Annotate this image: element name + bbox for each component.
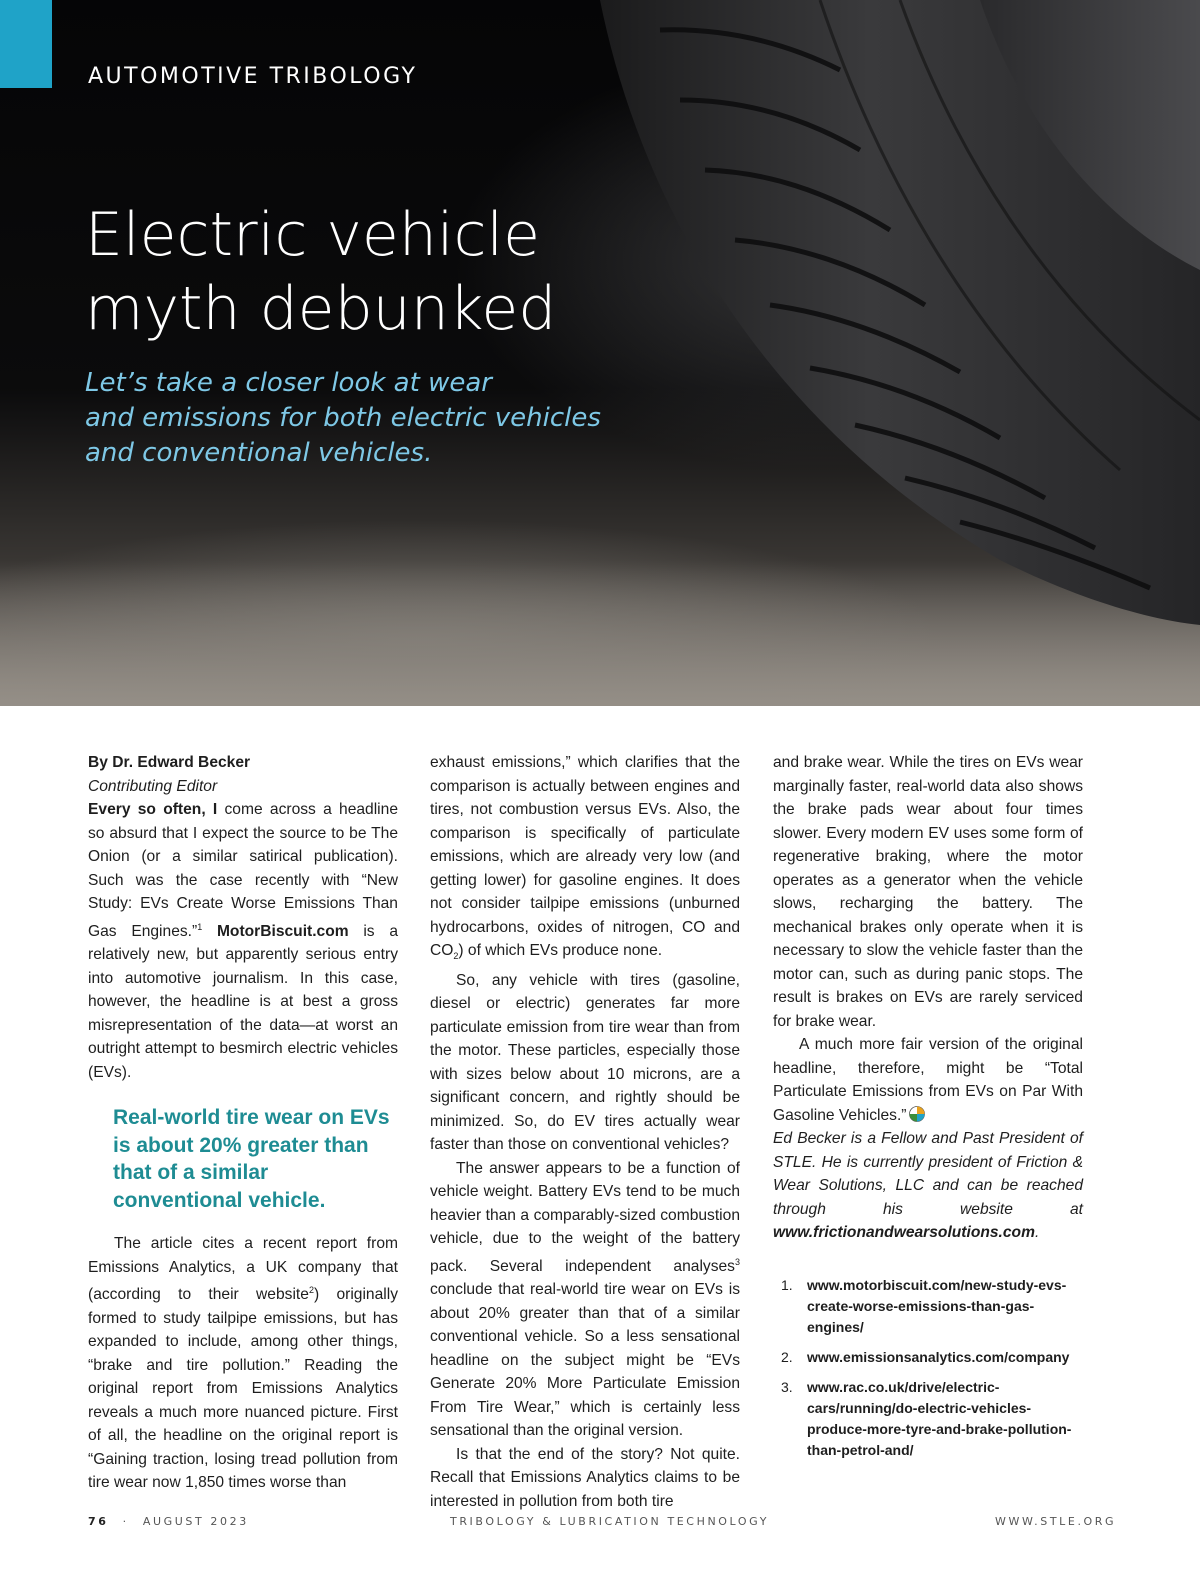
issue-date: AUGUST 2023: [142, 1515, 249, 1528]
reference-item: [773, 1377, 1083, 1461]
reference-number: 1.: [781, 1276, 793, 1293]
section-label: AUTOMOTIVE TRIBOLOGY: [88, 64, 418, 89]
column-2: [430, 751, 740, 1513]
text-run: Ed Becker is a Fellow and Past President of STLE. He is currently president of Friction & Wear Solutions, LLC and can be reached through his website at: [773, 1130, 1083, 1218]
text-run: come across a headline so absurd that I expect the source to be The Onion (or a similar satirical publication). Such was the case recently with “New Study: EVs Create Worse Emissions Than Gas Engines.”: [88, 801, 398, 940]
subscript: 2: [453, 951, 459, 962]
publication-name: TRIBOLOGY & LUBRICATION TECHNOLOGY: [450, 1515, 770, 1528]
footnote-ref: 2: [308, 1285, 314, 1296]
reference-link[interactable]: www.motorbiscuit.com/new-study-evs-create-worse-emissions-than-gas-engines/: [807, 1276, 1067, 1335]
author-bio: [773, 1127, 1083, 1245]
text-run: exhaust emissions,” which clarifies that the comparison is actually between engines and tires, not combustion versus EVs. Also, the comparison is specifically of particulate emissions, which are already very low (and getting lower) for gasoline engines. It does not consider tailpipe emissions (unburned hydrocarbons, oxides of nitrogen, CO and CO: [430, 754, 740, 959]
hero-image: [0, 0, 1200, 706]
page-footer: [0, 1515, 1200, 1535]
author-website-link[interactable]: www.frictionandwearsolutions.com: [773, 1224, 1035, 1241]
text-run: conclude that real-world tire wear on EVs is about 20% greater than that of a similar conventional vehicle. So a less sensational headline on the subject might be “EVs Generate 20% More Particulate Emission From Tire Wear,” which is certainly less sensational than the original version.: [430, 1281, 740, 1440]
byline-name: By Dr. Edward Becker: [88, 754, 251, 771]
paragraph: and brake wear. While the tires on EVs wear marginally faster, real-world data also shows the brake pads wear about four times slower. Every modern EV uses some form of regenerative braking, where the motor operates as a generator when the vehicle slows, recharging the battery. The mechanical brakes only operate when it is necessary to slow the vehicle faster than the motor can, such as during panic stops. The result is brakes on EVs are rarely serviced for brake wear.: [773, 754, 1083, 1030]
title-line: myth debunked: [85, 274, 557, 344]
reference-link[interactable]: www.emissionsanalytics.com/company: [807, 1348, 1070, 1365]
page-number: 76: [88, 1515, 109, 1528]
footer-separator: ·: [122, 1515, 129, 1528]
deck-line: and conventional vehicles.: [85, 438, 433, 468]
tire-photo: [0, 0, 1200, 706]
text-run: .: [1034, 1224, 1040, 1241]
reference-item: [773, 1275, 1083, 1338]
text-run: ) of which EVs produce none.: [458, 942, 663, 959]
paragraph: [430, 751, 740, 969]
byline-role: Contributing Editor: [88, 777, 218, 795]
accent-block: [0, 0, 52, 88]
paragraph: [88, 798, 398, 1084]
publisher-website[interactable]: WWW.STLE.ORG: [995, 1515, 1117, 1528]
footnote-ref: 1: [197, 921, 203, 932]
footnote-ref: 3: [734, 1256, 740, 1267]
pull-quote: Real-world tire wear on EVs is about 20% greater than that of a similar conventional vehicle.: [113, 1106, 390, 1212]
reference-link[interactable]: www.rac.co.uk/drive/electric-cars/running/do-electric-vehicles-produce-more-tyre-and-brake-pollution-than-petrol-and/: [807, 1378, 1072, 1458]
paragraph: [773, 1033, 1083, 1127]
column-3: [773, 751, 1083, 1470]
title-line: Electric vehicle: [85, 200, 541, 270]
deck-line: Let’s take a closer look at wear: [85, 368, 492, 398]
article-deck: [85, 366, 601, 471]
paragraph: Is that the end of the story? Not quite. Recall that Emissions Analytics claims to be interested in pollution from both tire: [430, 1445, 740, 1510]
text-run: The answer appears to be a function of vehicle weight. Battery EVs tend to be much heavier than a comparably-sized combustion vehicle, due to the weight of the battery pack. Several independent analyses: [430, 1159, 740, 1275]
column-1: [88, 751, 398, 1495]
stle-end-mark-icon: [909, 1106, 925, 1122]
article-title: [85, 198, 556, 346]
text-run: The article cites a recent report from Emissions Analytics, a UK company that (according to their website: [88, 1235, 398, 1304]
paragraph: So, any vehicle with tires (gasoline, diesel or electric) generates far more particulate emission from tire wear than from the motor. These particles, especially those with sizes below about 10 microns, are a significant concern, and rightly should be minimized. So, do EV tires actually wear faster than those on conventional vehicles?: [430, 971, 740, 1154]
lead-in: Every so often, I: [88, 801, 218, 818]
paragraph: [430, 1157, 740, 1443]
reference-number: 2.: [781, 1348, 793, 1365]
reference-item: [773, 1347, 1083, 1368]
text-run: is a relatively new, but apparently serious entry into automotive journalism. In this case, however, the headline is at best a gross misrepresentation of the data—at worst an outright attempt to besmirch electric vehicles (EVs).: [88, 922, 398, 1081]
text-run: A much more fair version of the original headline, therefore, might be “Total Particulate Emissions from EVs on Par With Gasoline Vehicles.”: [773, 1036, 1083, 1124]
reference-number: 3.: [781, 1378, 793, 1395]
text-run: ) originally formed to study tailpipe emissions, but has expanded to include, among other things, “brake and tire pollution.” Reading the original report from Emissions Analytics reveals a much more nuanced picture. First of all, the headline on the original report is “Gaining traction, losing tread pollution from tire wear now 1,850 times worse than: [88, 1286, 398, 1492]
references-list: [773, 1275, 1083, 1461]
footer-left: [88, 1515, 249, 1528]
deck-line: and emissions for both electric vehicles: [85, 403, 601, 433]
paragraph: [88, 1232, 398, 1495]
motorbiscuit-link[interactable]: MotorBiscuit.com: [216, 922, 349, 940]
